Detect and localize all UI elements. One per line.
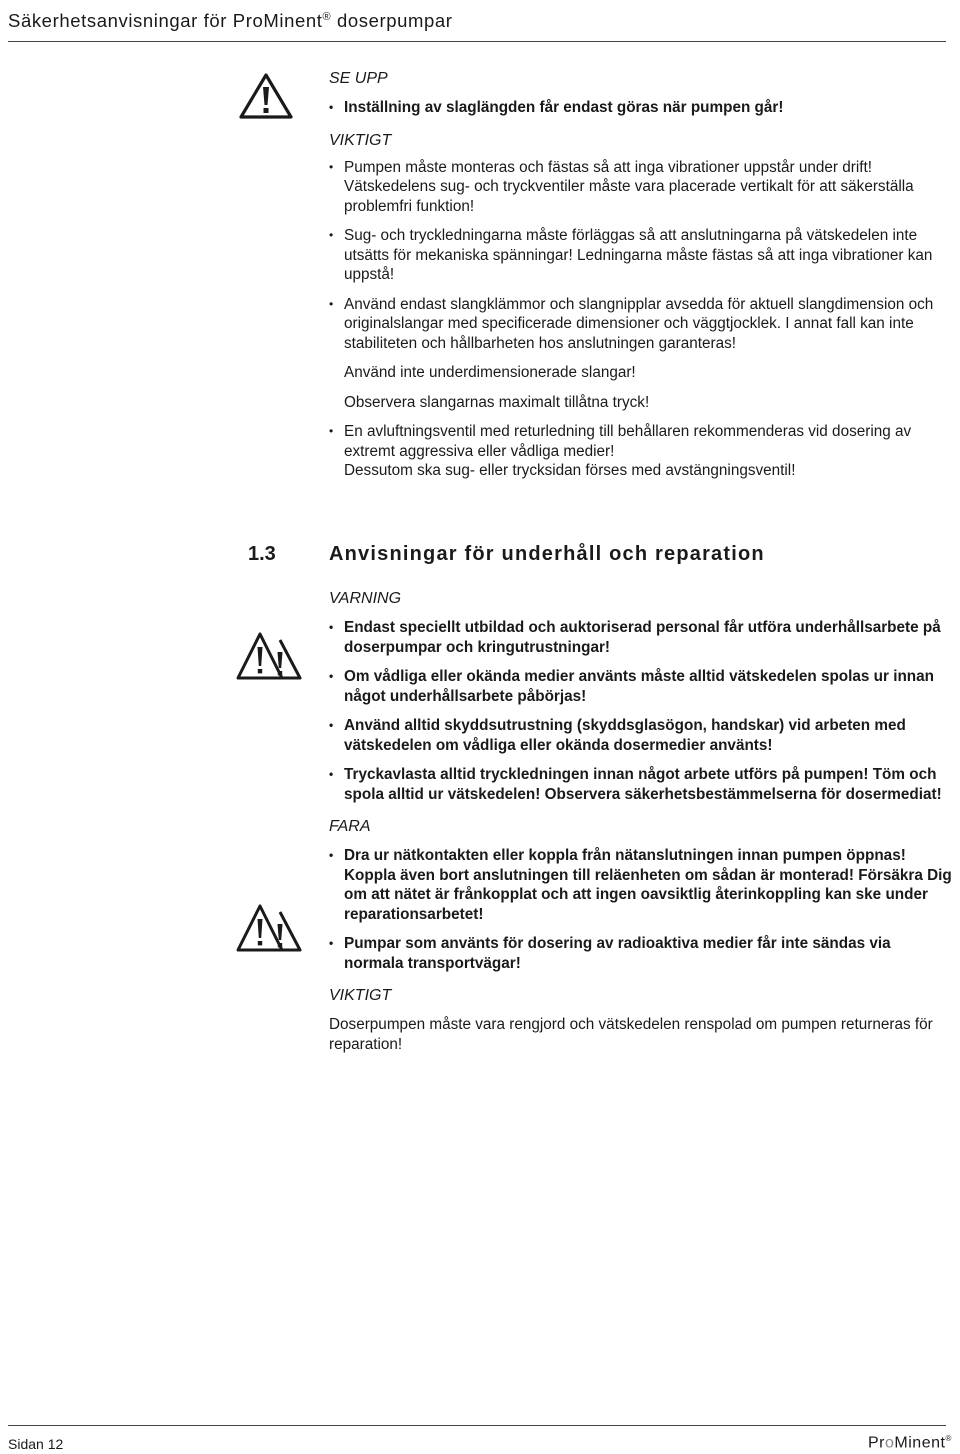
maintenance-block [329, 590, 954, 1054]
list-item: • Inställning av slaglängden får endast göras när pumpen går! [329, 98, 954, 118]
label-varning: VARNING [329, 590, 402, 607]
logo-part: Pr [868, 1434, 885, 1452]
plain-text: Använd inte underdimensionerade slangar! [344, 364, 636, 381]
brand-logo [868, 1434, 952, 1452]
list-item: • Om vådliga eller okända medier använts måste alltid vätskedelen spolas ur innan något underhållsarbete påbörjas! [329, 667, 954, 706]
header-title-suffix: doserpumpar [336, 10, 453, 31]
varning-list [329, 618, 954, 804]
se-upp-list [329, 98, 954, 118]
warning-triangle-icon [238, 72, 294, 120]
section-title: Anvisningar för underhåll och reparation [329, 543, 765, 565]
viktigt-text: Doserpumpen måste vara rengjord och vätskedelen renspolad om pumpen returneras för reparation! [329, 1016, 933, 1053]
logo-reg-mark: ® [945, 1434, 952, 1443]
list-item-line: Dessutom ska sug- eller trycksidan förses med avstängningsventil! [344, 462, 796, 479]
label-viktigt: VIKTIGT [329, 987, 392, 1004]
logo-part: Minent [894, 1434, 946, 1452]
header-title: Säkerhetsanvisningar för ProMinent [8, 10, 323, 31]
section-number: 1.3 [248, 543, 276, 565]
label-fara: FARA [329, 818, 371, 835]
footer-divider [8, 1425, 946, 1426]
label-se-upp: SE UPP [329, 70, 388, 87]
list-item-line: En avluftningsventil med returledning till behållaren rekommenderas vid dosering av extremt aggressiva eller vådliga medier! [344, 423, 912, 460]
plain-text: Observera slangarnas maximalt tillåtna tryck! [344, 393, 650, 411]
list-item: • Pumpen måste monteras och fästas så att inga vibrationer uppstår under drift! Vätskedelens sug- och tryckventiler måste vara placerade vertikalt för att säkerställa problemfri funktion! [329, 158, 954, 217]
page-number: Sidan 12 [8, 1436, 64, 1452]
viktigt-list-last [329, 422, 954, 481]
label-viktigt: VIKTIGT [329, 131, 392, 149]
list-item: • Tryckavlasta alltid tryckledningen innan något arbete utförs på pumpen! Töm och spola alltid ur vätskedelen! Observera säkerhetsbestämmelserna för dosermediat! [329, 765, 954, 804]
list-item: • Sug- och tryckledningarna måste förläggas så att anslutningarna på vätskedelen inte utsätts för mekaniska spänningar! Ledningarna måste fästas så att inga vibrationer kan uppstå! [329, 226, 954, 285]
list-item [329, 422, 954, 481]
double-warning-triangle-icon [236, 902, 302, 954]
viktigt-list [329, 158, 954, 354]
header-divider [8, 41, 946, 42]
list-item: • Pumpar som använts för dosering av radioaktiva medier får inte sändas via normala transportvägar! [329, 934, 954, 973]
fara-list [329, 846, 954, 973]
page-header [8, 10, 946, 32]
logo-part: o [885, 1434, 895, 1452]
list-item: • Endast speciellt utbildad och auktoriserad personal får utföra underhållsarbete på doserpumpar och kringutrustningar! [329, 618, 954, 657]
header-reg-mark: ® [322, 10, 332, 23]
list-item: • Dra ur nätkontakten eller koppla från nätanslutningen innan pumpen öppnas! Koppla även bort anslutningen till reläenheten om sådan är monterad! Försäkra Dig om att nätet är frånkopplat och att ingen oavsiktlig återinkoppling kan ske under reparationsarbetet! [329, 846, 954, 924]
double-warning-triangle-icon [236, 630, 302, 682]
caution-block [329, 70, 954, 491]
list-item: • Använd endast slangklämmor och slangnipplar avsedda för aktuell slangdimension och originalslangar med specificerade dimensioner och väggtjocklek. I annat fall kan inte stabiliteten och hållbarheten hos anslutningen garanteras! [329, 295, 954, 354]
list-item: • Använd alltid skyddsutrustning (skyddsglasögon, handskar) vid arbeten med vätskedelen om vådliga eller okända dosermedier använts! [329, 716, 954, 755]
